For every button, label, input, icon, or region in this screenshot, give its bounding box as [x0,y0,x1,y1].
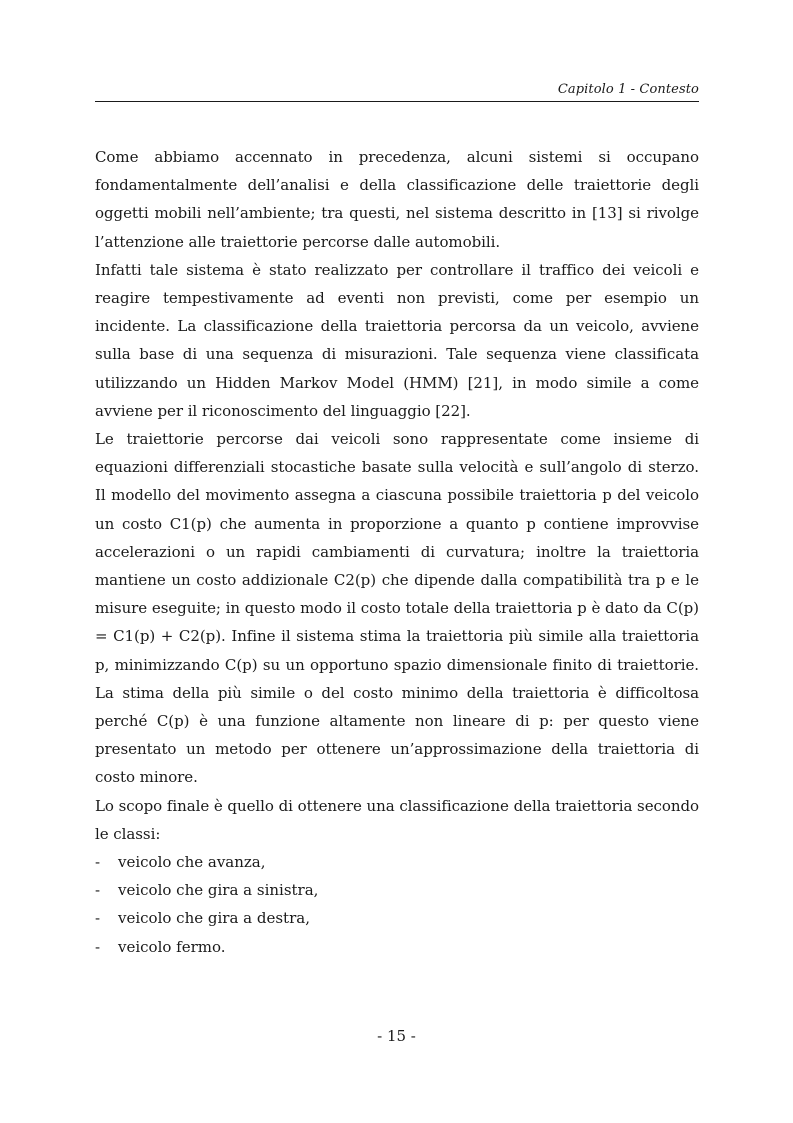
paragraph: Come abbiamo accennato in precedenza, alcuni sistemi si occupano fondamentalmente dell’analisi e della classificazione delle traiettorie degli oggetti mobili nell’ambiente; tra questi, nel sistema descritto in [13] si rivolge l’attenzione alle traiettorie percorse dalle automobili. [95,148,699,251]
list-item [95,933,699,961]
list-item-text: veicolo fermo. [118,937,226,956]
paragraph: Infatti tale sistema è stato realizzato per controllare il traffico dei veicoli e reagire tempestivamente ad eventi non previsti, come per esempio un incidente. La classificazione della traiettoria percorsa da un veicolo, avviene sulla base di una sequenza di misurazioni. Tale sequenza viene classificata utilizzando un Hidden Markov Model (HMM) [21], in modo simile a come avviene per il riconoscimento del linguaggio [22]. [95,260,699,420]
list-item-text: veicolo che gira a sinistra, [118,881,319,900]
list-item-text: veicolo che gira a destra, [118,909,310,928]
running-header [95,80,699,102]
list-bullet: - [95,937,101,956]
chapter-title: Capitolo 1 - Contesto [557,82,699,97]
page-number: - 15 - [377,1027,416,1045]
list-item [95,904,699,932]
paragraph: Lo scopo finale è quello di ottenere una classificazione della traiettoria secondo le classi: [95,796,700,843]
list-item [95,876,699,904]
list-item-text: veicolo che avanza, [118,853,266,872]
class-list [95,848,699,961]
list-item [95,848,699,876]
list-bullet: - [95,853,101,872]
list-bullet: - [95,909,101,928]
list-bullet: - [95,881,101,900]
body-text [95,143,699,961]
paragraph: Le traiettorie percorse dai veicoli sono rappresentate come insieme di equazioni differenziali stocastiche basate sulla velocità e sull’angolo di sterzo. Il modello del movimento assegna a ciascuna possibile traiettoria p del veicolo un costo C1(p) che aumenta in proporzione a quanto p contiene improvvise accelerazioni o un rapidi cambiamenti di curvatura; inoltre la traiettoria mantiene un costo addizionale C2(p) che dipende dalla compatibilità tra p e le misure eseguite; in questo modo il costo totale della traiettoria p è dato da C(p) = C1(p) + C2(p). Infine il sistema stima la traiettoria più simile alla traiettoria p, minimizzando C(p) su un opportuno spazio dimensionale finito di traiettorie. La stima della più simile o del costo minimo della traiettoria è difficoltosa perché C(p) è una funzione altamente non lineare di p: per questo viene presentato un metodo per ottenere un’approssimazione della traiettoria di costo minore. [95,430,699,787]
